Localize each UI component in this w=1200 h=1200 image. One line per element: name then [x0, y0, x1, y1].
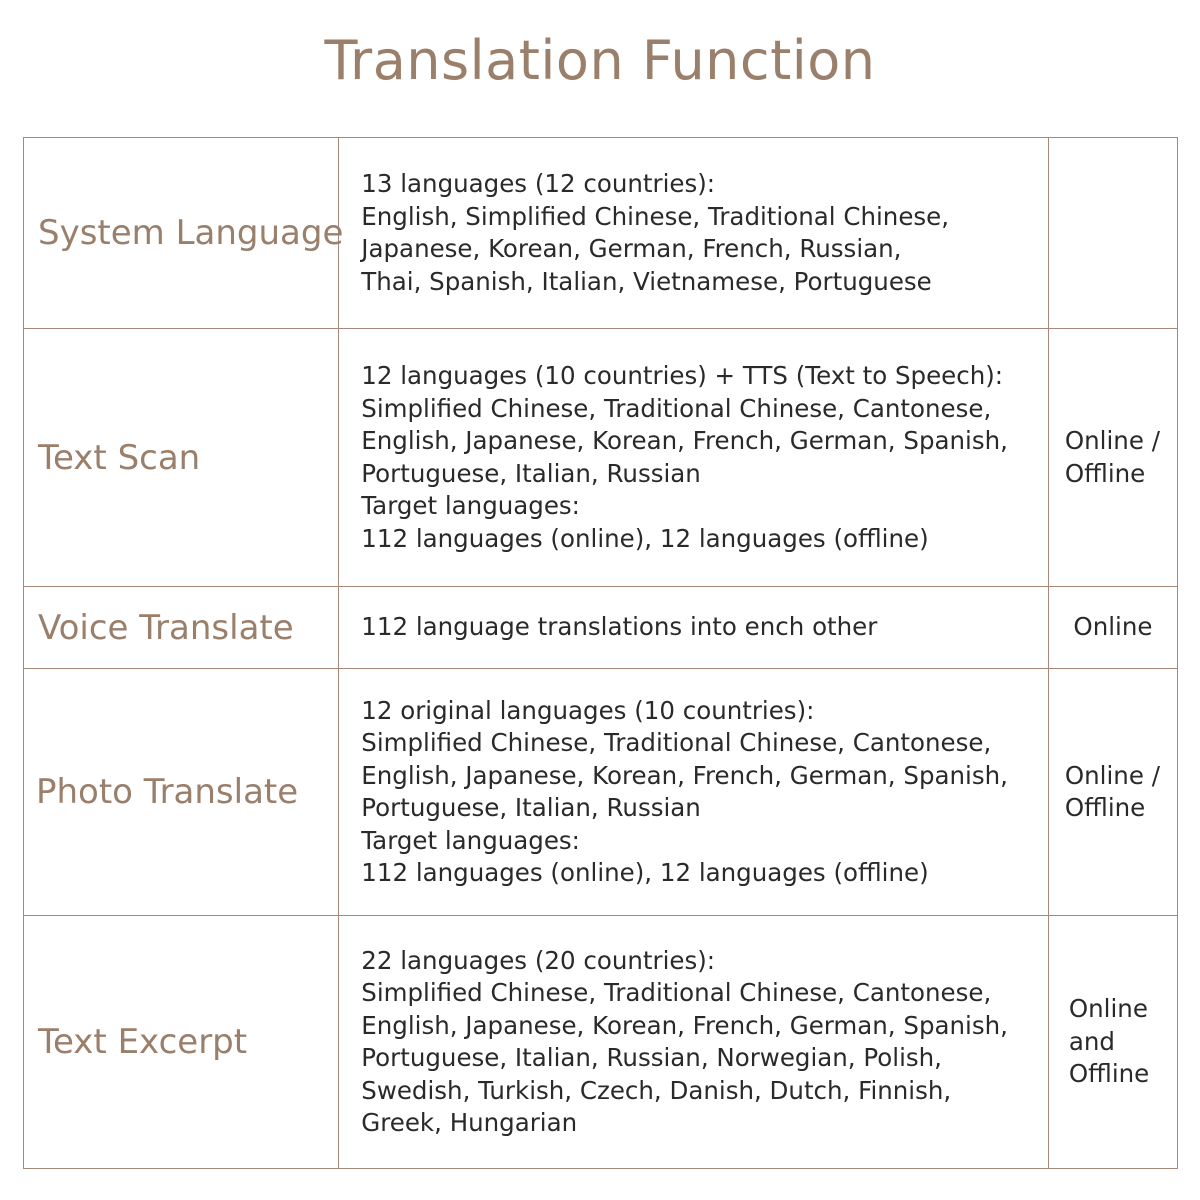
mode-line: Online / — [1064, 760, 1160, 790]
mode-line: Offline — [1068, 1059, 1150, 1089]
feature-description — [339, 669, 1049, 916]
feature-mode — [1048, 916, 1177, 1169]
table-row-system-language — [24, 138, 1178, 329]
description-line: Portuguese, Italian, Russian — [361, 458, 701, 488]
description-line: 12 original languages (10 countries): — [361, 695, 815, 725]
mode-line: Offline — [1064, 793, 1146, 822]
feature-name: System Language — [24, 138, 339, 329]
table-row-photo-translate — [24, 669, 1178, 916]
mode-line: Online / — [1064, 426, 1160, 455]
description-line: English, Simplified Chinese, Traditional Chinese, — [361, 201, 950, 231]
description-line: Portuguese, Italian, Russian, Norwegian, Polish, — [361, 1043, 942, 1072]
table-row-voice-translate — [24, 587, 1178, 669]
feature-mode — [1048, 669, 1177, 916]
feature-mode — [1048, 138, 1177, 329]
feature-description — [339, 587, 1049, 669]
table-row-text-excerpt — [24, 916, 1178, 1169]
feature-mode — [1048, 329, 1177, 587]
feature-description — [339, 329, 1049, 587]
description-line: 22 languages (20 countries): — [361, 945, 716, 975]
description-line: Target languages: — [361, 491, 580, 520]
description-line: Target languages: — [361, 825, 580, 855]
feature-description — [339, 916, 1049, 1169]
description-line: English, Japanese, Korean, French, German, Spanish, — [361, 426, 1008, 455]
page-title: Translation Function — [324, 29, 876, 92]
mode-line: and — [1068, 1026, 1115, 1056]
mode-line: Offline — [1064, 458, 1146, 488]
feature-mode — [1048, 587, 1177, 669]
description-line: Simplified Chinese, Traditional Chinese, Cantonese, — [361, 728, 992, 757]
description-line: 112 languages (online), 12 languages (offline) — [361, 523, 929, 553]
description-line: Thai, Spanish, Italian, Vietnamese, Portuguese — [361, 266, 932, 296]
feature-name: Text Scan — [24, 329, 339, 587]
description-line: English, Japanese, Korean, French, German, Spanish, — [361, 1010, 1008, 1040]
translation-function-table — [23, 137, 1178, 1169]
description-line: Simplified Chinese, Traditional Chinese, Cantonese, — [361, 393, 992, 423]
description-line: Swedish, Turkish, Czech, Danish, Dutch, Finnish, — [361, 1075, 952, 1105]
description-line: 112 languages (online), 12 languages (offline) — [361, 858, 929, 887]
description-line: 12 languages (10 countries) + TTS (Text to Speech): — [361, 361, 1004, 390]
description-line: 13 languages (12 countries): — [361, 169, 716, 198]
mode-line: Online — [1073, 612, 1153, 642]
feature-name: Photo Translate — [24, 669, 339, 916]
feature-name: Text Excerpt — [24, 916, 339, 1169]
description-line: Portuguese, Italian, Russian — [361, 793, 701, 822]
description-line: 112 language translations into ench other — [361, 612, 878, 642]
mode-line: Online — [1068, 994, 1148, 1024]
description-line: English, Japanese, Korean, French, German, Spanish, — [361, 760, 1008, 790]
feature-name: Voice Translate — [24, 587, 339, 669]
description-line: Greek, Hungarian — [361, 1108, 578, 1137]
description-line: Simplified Chinese, Traditional Chinese, Cantonese, — [361, 978, 992, 1007]
description-line: Japanese, Korean, German, French, Russian, — [361, 234, 902, 263]
table-row-text-scan — [24, 329, 1178, 587]
feature-description — [339, 138, 1049, 329]
